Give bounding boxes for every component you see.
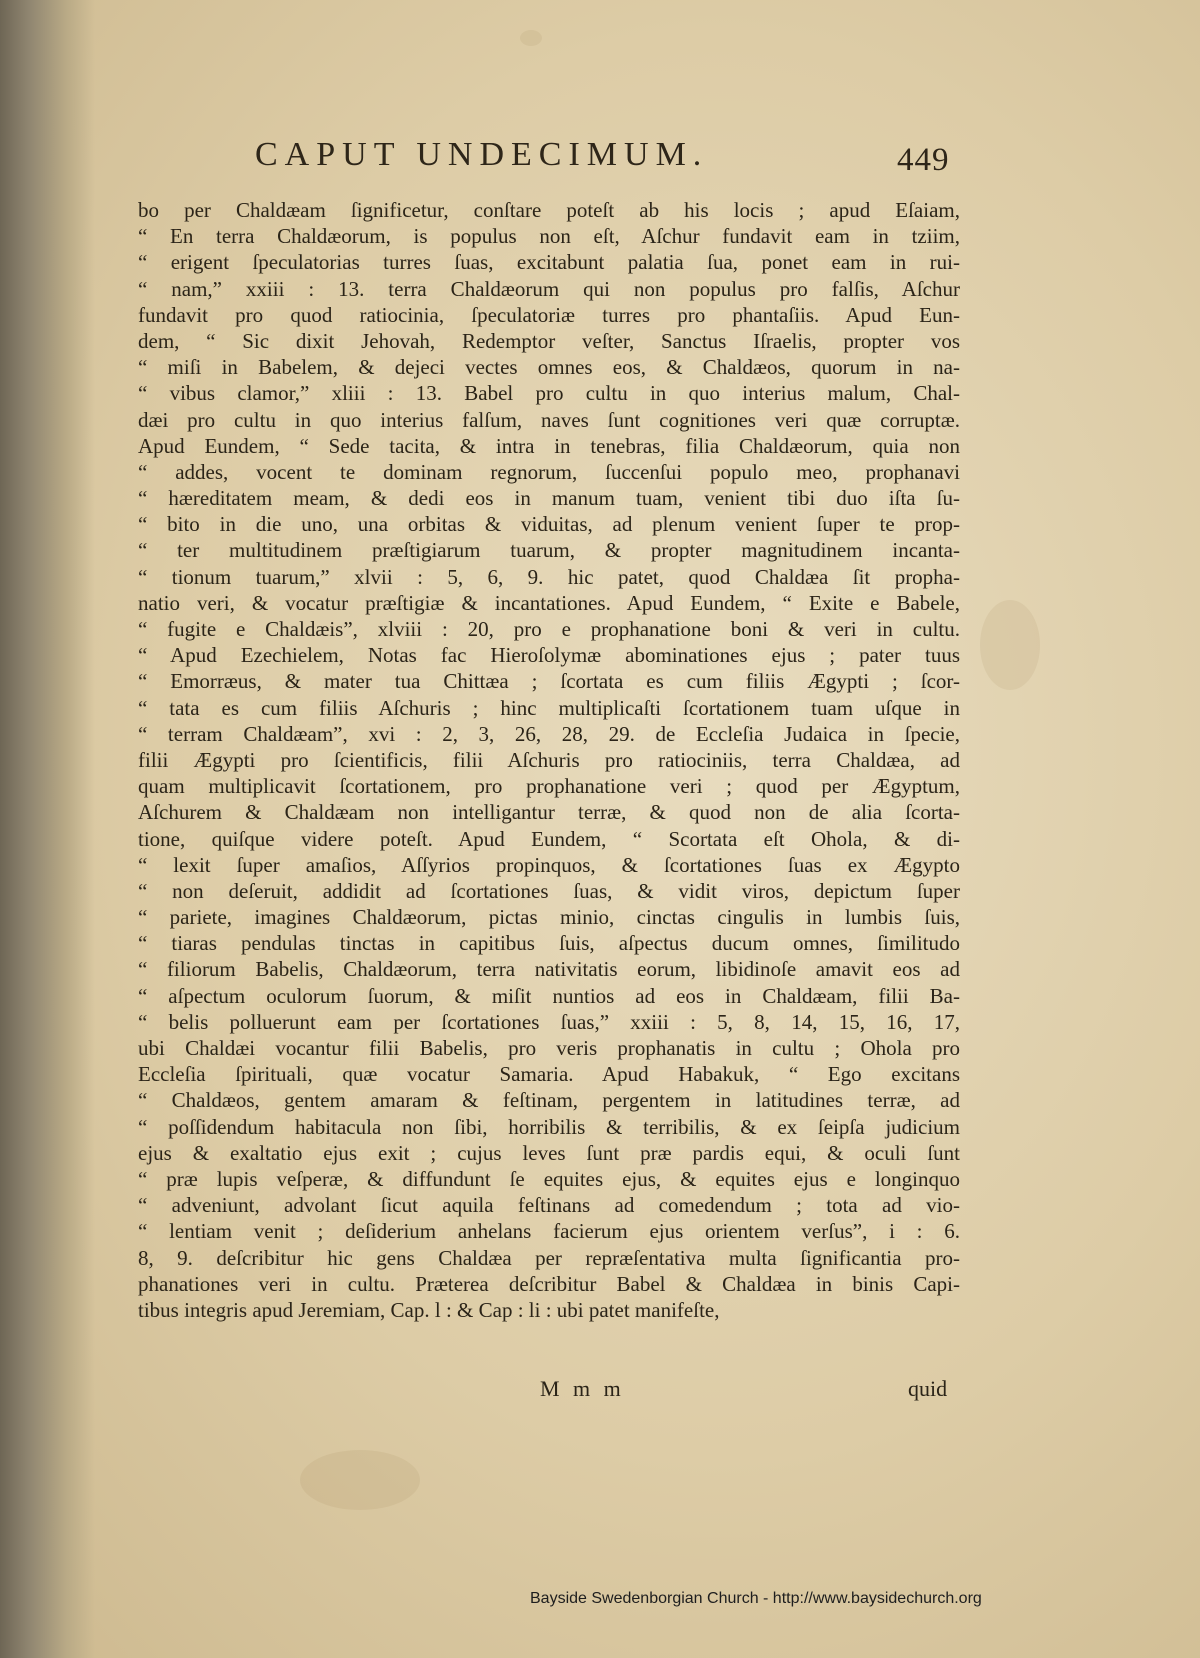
text-line: Apud Eundem, “ Sede tacita, & intra in tenebras, filia Chaldæorum, quia non [138, 433, 960, 458]
text-line: “ erigent ſpeculatorias turres ſuas, excitabunt palatia ſua, ponet eam in rui- [138, 250, 960, 275]
text-line: “ ter multitudinem præſtigiarum tuarum, & propter magnitudinem incanta- [138, 538, 960, 563]
text-line: dem, “ Sic dixit Jehovah, Redemptor veſter, Sanctus Iſraelis, propter vos [138, 328, 960, 353]
text-line: “ belis polluerunt eam per ſcortationes ſuas,” xxiii : 5, 8, 14, 15, 16, 17, [138, 1009, 960, 1034]
text-line: ejus & exaltatio ejus exit ; cujus leves ſunt præ pardis equi, & oculi ſunt [138, 1140, 960, 1165]
paper-stain [300, 1450, 420, 1510]
text-line: “ miſi in Babelem, & dejeci vectes omnes eos, & Chaldæos, quorum in na- [138, 355, 960, 380]
page-footer [0, 1376, 1200, 1406]
text-line: dæi pro cultu in quo interius falſum, naves ſunt cognitiones veri quæ corruptæ. [138, 407, 960, 432]
text-line: “ tata es cum filiis Aſchuris ; hinc multiplicaſti ſcortationem tuam uſque in [138, 695, 960, 720]
text-line: fundavit pro quod ratiocinia, ſpeculatoriæ turres pro phantaſiis. Apud Eun- [138, 302, 960, 327]
running-head: CAPUT UNDECIMUM. [255, 136, 709, 173]
body-text [138, 197, 960, 1323]
text-line: ubi Chaldæi vocantur filii Babelis, pro veris prophanatis in cultu ; Ohola pro [138, 1036, 960, 1060]
text-line: filii Ægypti pro ſcientificis, filii Aſchuris pro ratiociniis, terra Chaldæa, ad [138, 747, 960, 772]
source-watermark: Bayside Swedenborgian Church - http://www.baysidechurch.org [530, 1590, 982, 1607]
text-line: “ aſpectum oculorum ſuorum, & miſit nuntios ad eos in Chaldæam, filii Ba- [138, 983, 960, 1008]
text-line: bo per Chaldæam ſignificetur, conſtare poteſt ab his locis ; apud Eſaiam, [138, 198, 960, 222]
text-line: “ adveniunt, advolant ſicut aquila feſtinans ad comedendum ; tota ad vio- [138, 1193, 960, 1218]
text-line: “ tionum tuarum,” xlvii : 5, 6, 9. hic patet, quod Chaldæa ſit propha- [138, 564, 960, 589]
text-line: “ poſſidendum habitacula non ſibi, horribilis & terribilis, & ex ſeipſa judicium [138, 1114, 960, 1139]
paper-stain [980, 600, 1040, 690]
text-line: “ nam,” xxiii : 13. terra Chaldæorum qui non populus pro falſis, Aſchur [138, 276, 960, 301]
page-number: 449 [897, 142, 950, 178]
text-line: “ pariete, imagines Chaldæorum, pictas minio, cinctas cingulis in lumbis ſuis, [138, 905, 960, 930]
text-line: Eccleſia ſpirituali, quæ vocatur Samaria. Apud Habakuk, “ Ego excitans [138, 1062, 960, 1087]
text-line: “ addes, vocent te dominam regnorum, ſuccenſui populo meo, prophanavi [138, 459, 960, 484]
catchword: quid [908, 1376, 948, 1401]
text-line: “ non deſeruit, addidit ad ſcortationes ſuas, & vidit viros, depictum ſuper [138, 878, 960, 903]
text-line: phanationes veri in cultu. Præterea deſcribitur Babel & Chaldæa in binis Capi- [138, 1271, 960, 1296]
text-line: 8, 9. deſcribitur hic gens Chaldæa per repræſentativa multa ſignificantia pro- [138, 1245, 960, 1270]
text-line: quam multiplicavit ſcortationem, pro prophanatione veri ; quod per Ægyptum, [138, 774, 960, 799]
text-line: “ Chaldæos, gentem amaram & feſtinam, pergentem in latitudines terræ, ad [138, 1088, 960, 1113]
text-line: “ lentiam venit ; deſiderium anhelans facierum ejus orientem verſus”, i : 6. [138, 1219, 960, 1244]
text-line: “ Apud Ezechielem, Notas fac Hieroſolymæ abominationes ejus ; pater tuus [138, 643, 960, 668]
text-line: “ terram Chaldæam”, xvi : 2, 3, 26, 28, 29. de Eccleſia Judaica in ſpecie, [138, 721, 960, 746]
text-line: tione, quiſque videre poteſt. Apud Eundem, “ Scortata eſt Ohola, & di- [138, 826, 960, 851]
text-line: “ bito in die uno, una orbitas & viduitas, ad plenum venient ſuper te prop- [138, 512, 960, 537]
text-line: “ tiaras pendulas tinctas in capitibus ſuis, aſpectus ducum omnes, ſimilitudo [138, 931, 960, 956]
paper-stain [520, 30, 542, 46]
text-line: tibus integris apud Jeremiam, Cap. l : & Cap : li : ubi patet manifeſte, [138, 1297, 720, 1322]
text-line: “ præ lupis veſperæ, & diffundunt ſe equites ejus, & equites ejus e longinquo [138, 1166, 960, 1191]
text-line: “ lexit ſuper amaſios, Aſſyrios propinquos, & ſcortationes ſuas ex Ægypto [138, 852, 960, 877]
text-line: natio veri, & vocatur præſtigiæ & incantationes. Apud Eundem, “ Exite e Babele, [138, 590, 960, 615]
page-gutter-shadow [0, 0, 95, 1658]
text-line: “ Emorræus, & mater tua Chittæa ; ſcortata es cum filiis Ægypti ; ſcor- [138, 669, 960, 694]
text-line: “ hæreditatem meam, & dedi eos in manum tuam, venient tibi duo iſta ſu- [138, 486, 960, 511]
signature-mark: M m m [540, 1376, 625, 1401]
page-header [0, 136, 1200, 184]
text-line: “ vibus clamor,” xliii : 13. Babel pro cultu in quo interius malum, Chal- [138, 381, 960, 406]
text-line: Aſchurem & Chaldæam non intelligantur terræ, & quod non de alia ſcorta- [138, 800, 960, 825]
text-line: “ fugite e Chaldæis”, xlviii : 20, pro e prophanatione boni & veri in cultu. [138, 617, 960, 641]
text-line: “ filiorum Babelis, Chaldæorum, terra nativitatis eorum, libidinoſe amavit eos ad [138, 957, 960, 982]
text-line: “ En terra Chaldæorum, is populus non eſt, Aſchur fundavit eam in tziim, [138, 224, 960, 249]
